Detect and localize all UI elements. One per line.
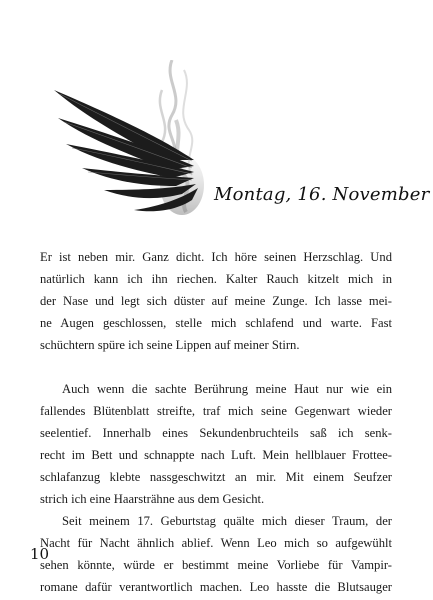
text-line: fallendes Blütenblatt streifte, traf mich seine Gegenwart wieder (40, 404, 392, 418)
text-line: schlafanzug klebte nassgeschwitzt an mir. Mit einem Seufzer (40, 470, 392, 484)
text-line: Nacht für Nacht ähnlich ablief. Wenn Leo mich so aufgewühlt (40, 536, 392, 550)
text-line: Seit meinem 17. Geburtstag quälte mich dieser Traum, der (62, 514, 392, 528)
text-line: recht im Bett und schnappte nach Luft. Mein hellblauer Frottee- (40, 448, 392, 462)
text-line: schüchtern spüre ich seine Lippen auf meiner Stirn. (40, 338, 300, 352)
text-line: strich ich eine Haarsträhne aus dem Gesicht. (40, 492, 265, 506)
paragraph (40, 246, 392, 356)
chapter-title: Montag, 16. November (214, 184, 430, 205)
page-number: 10 (30, 545, 50, 563)
text-line: ne Augen geschlossen, stelle mich schlafend und warte. Fast (40, 316, 392, 330)
paragraph (40, 510, 392, 598)
text-line: natürlich kann ich ihn riechen. Kalter Rauch kitzelt mich in (40, 272, 392, 286)
wing-smoke-icon (44, 60, 234, 220)
text-line: Er ist neben mir. Ganz dicht. Ich höre seinen Herzschlag. Und (40, 250, 392, 264)
paragraph (40, 378, 392, 510)
paragraph-gap (40, 356, 392, 378)
text-line: romane dafür verantwortlich machen. Leo hasste die Blutsauger (40, 580, 392, 594)
text-line: Auch wenn die sachte Berührung meine Haut nur wie ein (62, 382, 392, 396)
text-line: der Nase und legt sich düster auf meine Zunge. Ich lasse mei- (40, 294, 392, 308)
text-line: seelentief. Innerhalb eines Sekundenbruchteils saß ich senk- (40, 426, 392, 440)
text-line: sehen könnte, würde er bestimmt meine Vorliebe für Vampir- (40, 558, 392, 572)
body-text (40, 246, 392, 598)
